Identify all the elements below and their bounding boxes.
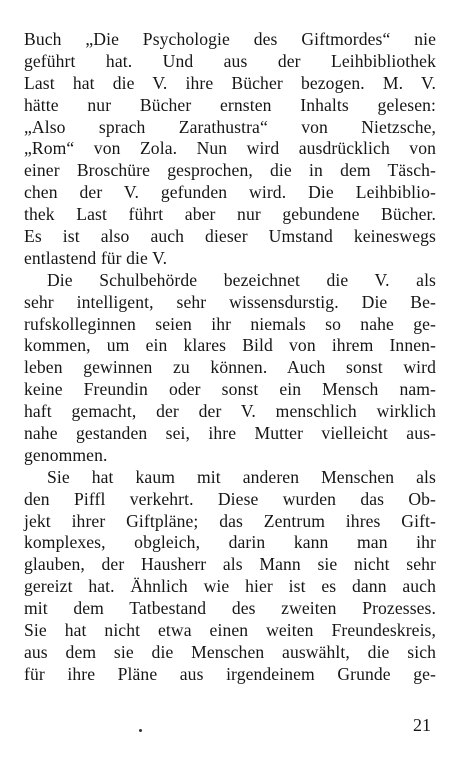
text-line: chen der V. gefunden wird. Die Leihbiblio-	[24, 182, 436, 203]
text-line: rufskolleginnen seien ihr niemals so nahe ge-	[24, 313, 436, 334]
text-line: entlastend für die V.	[24, 247, 168, 268]
text-line: kommen, um ein klares Bild von ihrem Innen-	[24, 335, 436, 356]
print-dot-mark	[139, 729, 142, 732]
text-line: gereizt hat. Ähnlich wie hier ist es dann auch	[24, 576, 436, 597]
text-line: leben gewinnen zu können. Auch sonst wird	[24, 357, 436, 378]
page-number: 21	[413, 715, 431, 735]
text-line: glauben, der Hausherr als Mann sie nicht sehr	[24, 554, 436, 575]
paragraph-first-line: Die Schulbehörde bezeichnet die V. als	[47, 269, 436, 290]
text-line: den Piffl verkehrt. Diese wurden das Ob-	[24, 488, 436, 509]
text-line: „Rom“ von Zola. Nun wird ausdrücklich von	[24, 138, 436, 159]
text-line: keine Freundin oder sonst ein Mensch nam-	[24, 379, 436, 400]
text-line: Es ist also auch dieser Umstand keineswegs	[24, 226, 436, 247]
text-line: haft gemacht, der der V. menschlich wirklich	[24, 401, 436, 422]
text-line: geführt hat. Und aus der Leihbibliothek	[24, 50, 436, 71]
text-line: aus dem sie die Menschen auswählt, die sich	[24, 641, 436, 662]
text-line: nahe gestanden sei, ihre Mutter vielleicht aus-	[24, 423, 436, 444]
text-line: Last hat die V. ihre Bücher bezogen. M. V.	[24, 72, 436, 93]
text-line: „Also sprach Zarathustra“ von Nietzsche,	[24, 116, 436, 137]
text-line: thek Last führt aber nur gebundene Bücher.	[24, 204, 436, 225]
text-line: Buch „Die Psychologie des Giftmordes“ nie	[24, 29, 436, 49]
text-line: einer Broschüre gesprochen, die in dem Täsch-	[24, 160, 436, 181]
text-line: Sie hat nicht etwa einen weiten Freundeskreis,	[24, 620, 436, 641]
text-line: jekt ihrer Giftpläne; das Zentrum ihres Gift-	[24, 510, 436, 531]
text-line: hätte nur Bücher ernsten Inhalts gelesen:	[24, 94, 436, 115]
text-line: sehr intelligent, sehr wissensdurstig. Die Be-	[24, 291, 436, 312]
text-line: mit dem Tatbestand des zweiten Prozesses.	[24, 598, 436, 619]
body-text	[24, 29, 436, 686]
text-line: für ihre Pläne aus irgendeinem Grunde ge-	[24, 663, 436, 684]
paragraph-first-line: Sie hat kaum mit anderen Menschen als	[47, 466, 436, 487]
text-line: genommen.	[24, 444, 108, 465]
text-line: komplexes, obgleich, darin kann man ihr	[24, 532, 436, 553]
